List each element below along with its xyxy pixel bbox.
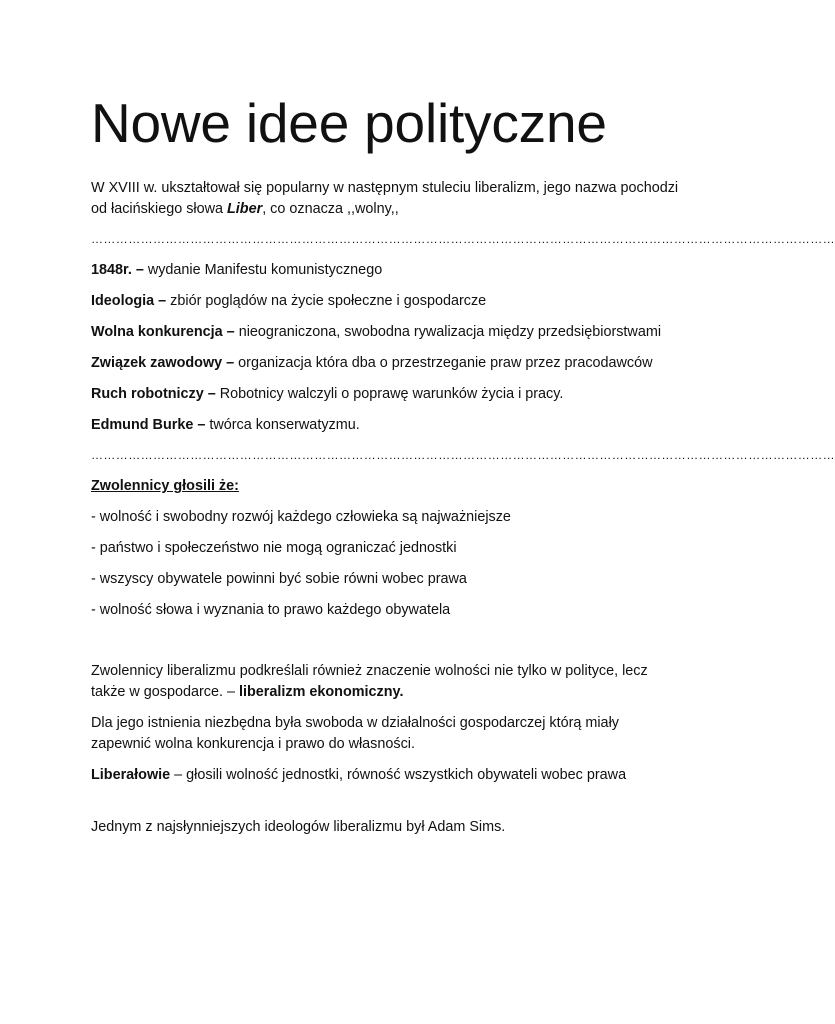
- intro-paragraph: [91, 178, 681, 220]
- existence-paragraph: Dla jego istnienia niezbędna była swoboda w działalności gospodarczej którą miały zapewnić wolna konkurencja i prawo do własności.: [91, 715, 619, 752]
- bullet-item: - państwo i społeczeństwo nie mogą ograniczać jednostki: [91, 540, 457, 556]
- spacer: [91, 631, 681, 661]
- definition-item: [91, 260, 681, 281]
- definition-item: [91, 322, 681, 343]
- intro-text-part2: , co oznacza ,,wolny,,: [262, 201, 399, 217]
- intro-liber-word: Liber: [227, 201, 263, 217]
- document-body: [91, 178, 835, 848]
- closing-paragraph: Jednym z najsłynniejszych ideologów liberalizmu był Adam Sims.: [91, 819, 506, 835]
- spacer: [91, 796, 681, 817]
- definition-item: [91, 415, 681, 436]
- definition-text: twórca konserwatyzmu.: [209, 417, 360, 433]
- definition-term: 1848r. –: [91, 262, 148, 278]
- definition-term: Wolna konkurencja –: [91, 324, 239, 340]
- supporters-heading: Zwolennicy głosili że:: [91, 478, 239, 494]
- liberals-text: – głosili wolność jednostki, równość wszystkich obywateli wobec prawa: [170, 767, 627, 783]
- dotted-divider-2: ………………………………………………………………………………………………………………………………………………………………: [91, 448, 835, 462]
- economic-liberalism-paragraph: [91, 661, 681, 703]
- liberals-paragraph: [91, 765, 681, 786]
- definition-text: zbiór poglądów na życie społeczne i gospodarcze: [170, 293, 487, 309]
- definition-term: Związek zawodowy –: [91, 355, 239, 371]
- definition-term: Ideologia –: [91, 293, 171, 309]
- definition-text: Robotnicy walczyli o poprawę warunków życia i pracy.: [219, 386, 564, 402]
- bullet-item: - wszyscy obywatele powinni być sobie równi wobec prawa: [91, 571, 467, 587]
- definition-text: wydanie Manifestu komunistycznego: [147, 262, 383, 278]
- intro-text-part1: W XVIII w. ukształtował się popularny w następnym stuleciu liberalizm, jego nazwa pochodzi od łacińskiego słowa: [91, 180, 679, 217]
- bullet-item: - wolność i swobodny rozwój każdego człowieka są najważniejsze: [91, 509, 511, 525]
- definition-item: [91, 291, 681, 312]
- economic-text: Zwolennicy liberalizmu podkreślali również znaczenie wolności nie tylko w polityce, lecz także w gospodarce. –: [91, 663, 648, 700]
- definition-term: Ruch robotniczy –: [91, 386, 220, 402]
- page-title: Nowe idee polityczne: [91, 92, 607, 154]
- definition-text: organizacja która dba o przestrzeganie praw przez pracodawców: [238, 355, 653, 371]
- definition-item: [91, 353, 681, 374]
- dotted-divider-1: ………………………………………………………………………………………………………………………………………………………………: [91, 232, 835, 246]
- definition-item: [91, 384, 681, 405]
- economic-bold-term: liberalizm ekonomiczny.: [239, 684, 404, 700]
- definition-text: nieograniczona, swobodna rywalizacja między przedsiębiorstwami: [238, 324, 662, 340]
- liberals-term: Liberałowie: [91, 767, 171, 783]
- definition-term: Edmund Burke –: [91, 417, 210, 433]
- bullet-item: - wolność słowa i wyznania to prawo każdego obywatela: [91, 602, 451, 618]
